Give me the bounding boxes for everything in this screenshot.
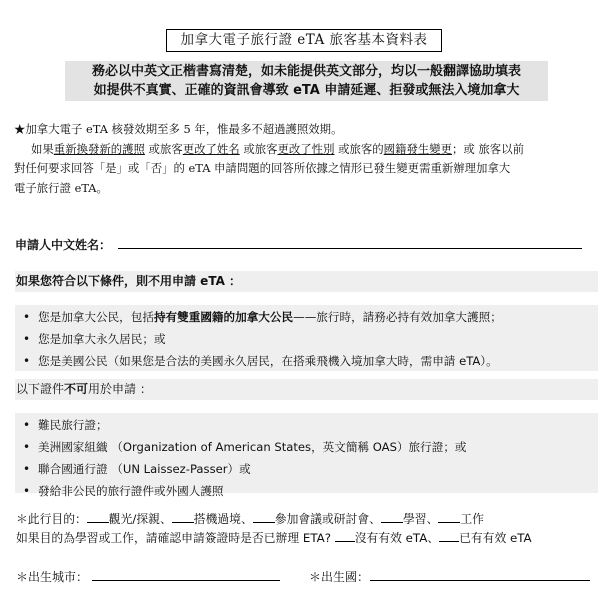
birth-city-field[interactable] [92, 580, 280, 581]
no-eta-blank[interactable] [335, 530, 355, 542]
exemption-list [38, 306, 502, 372]
purpose-row: ＊此行目的： 觀光/探親、 搭機過境、 參加會議或研討會、 學習、 工作 [16, 512, 484, 526]
invalid-docs-list [38, 414, 467, 502]
purpose-label: ＊此行目的： [16, 512, 87, 526]
validity-note [14, 120, 596, 198]
purpose-conference-blank[interactable] [253, 511, 275, 523]
purpose-transit-blank[interactable] [172, 511, 194, 523]
validity-line-2: 如果重新換發新的護照 或旅客更改了姓名 或旅客更改了性別 或旅客的國籍發生變更；或 旅客以前 [31, 141, 524, 156]
list-item: • 您是美國公民（如果您是合法的美國永久居民，在搭乘飛機入境加拿大時，需申請 eTA）。 [38, 350, 502, 372]
list-item: • 難民旅行證； [38, 414, 467, 436]
validity-line-4: 電子旅行證 eTA。 [14, 180, 108, 195]
purpose-study-blank[interactable] [381, 511, 403, 523]
study-work-question: 如果目的為學習或工作，請確認申請簽證時是否已辦理 ETA? [16, 531, 335, 545]
birth-country-label: ＊出生國： [309, 570, 370, 584]
applicant-name-field[interactable] [118, 248, 582, 249]
exemption-heading: 如果您符合以下條件，則不用申請 eTA ： [15, 271, 598, 292]
has-eta-blank[interactable] [439, 530, 459, 542]
purpose-work-blank[interactable] [438, 511, 460, 523]
validity-line-1: ★加拿大電子 eTA 核發效期至多 5 年，惟最多不超過護照效期。 [14, 122, 343, 136]
list-item: • 發給非公民的旅行證件或外國人護照 [38, 480, 467, 502]
list-item: • 您是加拿大永久居民；或 [38, 328, 502, 350]
notice-line-1: 務必以中英文正楷書寫清楚，如未能提供英文部分，均以一般翻譯協助填表 [65, 61, 548, 82]
applicant-name-label: 申請人中文姓名： [15, 238, 112, 252]
birth-country-field[interactable] [370, 580, 590, 581]
invalid-docs-heading: 以下證件不可用於申請 ： [15, 379, 598, 400]
list-item: • 聯合國通行證 （UN Laissez-Passer）或 [38, 458, 467, 480]
star-icon: ★ [14, 122, 26, 136]
list-item: • 您是加拿大公民，包括持有雙重國籍的加拿大公民——旅行時，請務必持有效加拿大護照； [38, 306, 502, 328]
notice-line-2: 如提供不真實、正確的資訊會導致 eTA 申請延遲、拒發或無法入境加拿大 [65, 80, 548, 101]
birth-city-label: ＊出生城市： [16, 570, 89, 584]
purpose-sightseeing-blank[interactable] [87, 511, 109, 523]
validity-line-3: 對任何要求回答「是」或「否」的 eTA 申請問題的回答所依據之情形已發生變更需重新辦理加拿大 [14, 161, 511, 175]
study-work-row: 如果目的為學習或工作，請確認申請簽證時是否已辦理 ETA? 沒有有效 eTA、 已有有效 eTA [16, 531, 532, 545]
list-item: • 美洲國家組織 （Organization of American States，英文簡稱 OAS）旅行證；或 [38, 436, 467, 458]
form-title: 加拿大電子旅行證 eTA 旅客基本資料表 [166, 29, 442, 52]
